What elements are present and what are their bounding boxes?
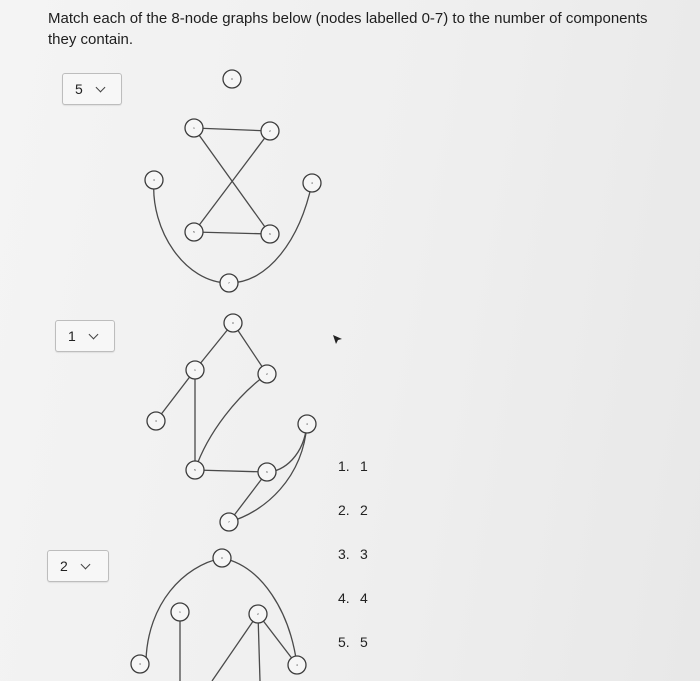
svg-text:7: 7	[228, 520, 230, 524]
answer-option: 1. 1	[338, 458, 368, 474]
svg-text:2: 2	[269, 129, 271, 133]
graph-1-selected-value: 5	[75, 81, 83, 97]
svg-text:7: 7	[228, 281, 230, 285]
question-text: Match each of the 8-node graphs below (nodes labelled 0-7) to the number of components they contain.	[48, 10, 648, 48]
answer-options-list	[338, 458, 368, 678]
graph-2-selected-value: 1	[68, 328, 76, 344]
graph-node	[213, 549, 231, 567]
svg-text:4: 4	[296, 663, 298, 667]
svg-text:3: 3	[155, 419, 157, 423]
svg-text:1: 1	[194, 368, 196, 372]
svg-text:6: 6	[269, 232, 271, 236]
graph-node	[131, 655, 149, 673]
svg-text:2: 2	[257, 612, 259, 616]
edge	[258, 614, 260, 681]
svg-text:1: 1	[193, 126, 195, 130]
graph-node	[249, 605, 267, 623]
graph-node	[171, 603, 189, 621]
svg-text:2: 2	[266, 372, 268, 376]
svg-text:5: 5	[194, 468, 196, 472]
svg-text:0: 0	[231, 77, 233, 81]
svg-text:6: 6	[266, 470, 268, 474]
svg-text:0: 0	[221, 556, 223, 560]
svg-text:1: 1	[179, 610, 181, 614]
mouse-cursor-icon	[330, 333, 344, 347]
graph-node	[288, 656, 306, 674]
edge	[212, 614, 258, 681]
answer-option: 3. 3	[338, 546, 368, 562]
svg-text:4: 4	[306, 422, 308, 426]
answer-option: 2. 2	[338, 502, 368, 518]
svg-text:3: 3	[139, 662, 141, 666]
answer-option: 5. 5	[338, 634, 368, 650]
answer-option: 4. 4	[338, 590, 368, 606]
svg-text:4: 4	[311, 181, 313, 185]
svg-text:0: 0	[232, 321, 234, 325]
graph-3-selected-value: 2	[60, 558, 68, 574]
svg-text:3: 3	[153, 178, 155, 182]
svg-text:5: 5	[193, 230, 195, 234]
